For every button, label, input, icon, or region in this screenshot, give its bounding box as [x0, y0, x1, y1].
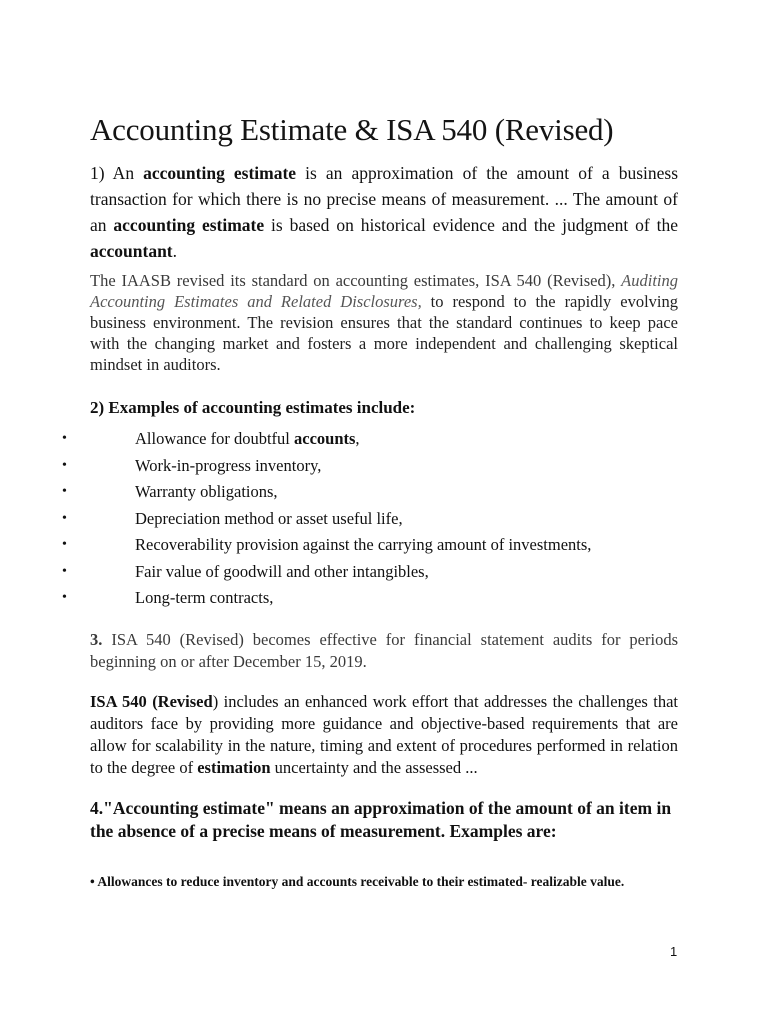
text-span: Allowance for doubtful: [135, 429, 294, 448]
bold-term: accounting estimate: [113, 215, 265, 235]
text-span: Depreciation method or asset useful life,: [135, 508, 403, 528]
bullet-icon: •: [62, 510, 67, 526]
paragraph-effective-date: [90, 629, 678, 673]
text-span: includes an enhanced work effort that addresses the challenges that auditors face by providing more guidance and objective-based requirements that are allow for scalability in the nature, timing and extent of procedures performed in relation to the degree of: [90, 692, 678, 777]
bullet-icon: •: [62, 431, 67, 446]
list-item-text: [135, 561, 429, 583]
bold-term: accounts: [294, 429, 356, 448]
italic-title: Auditing Accounting Estimates and Related Disclosures,: [90, 271, 678, 311]
text-span: Long-term contracts,: [135, 588, 274, 607]
bold-term: estimation: [197, 758, 271, 777]
text-span: to respond to the rapidly evolving business environment. The revision ensures that the standard continues to keep pace with the changing market and fosters a more independent and challenging skeptical mindset in auditors.: [90, 292, 679, 374]
text-span: is an approximation of the amount of a business transaction for which there is no precise means of measurement. ... The amount of an: [90, 163, 679, 235]
text-span: is based on historical evidence and the judgment of the: [264, 215, 678, 235]
list-item-text: [135, 587, 273, 609]
list-item-text: [135, 508, 403, 530]
paragraph-allowances: • Allowances to reduce inventory and accounts receivable to their estimated- realizable value.: [90, 874, 625, 889]
bullet-icon: •: [62, 563, 67, 579]
bullet-icon: •: [62, 457, 67, 473]
text-span: The IAASB revised its standard on accounting estimates, ISA 540 (Revised),: [90, 271, 622, 290]
section-heading-examples: 2) Examples of accounting estimates include:: [90, 398, 416, 417]
text-span: Warranty obligations,: [135, 482, 278, 501]
paragraph-definition: [90, 160, 678, 264]
bullet-icon: •: [62, 590, 67, 605]
bold-term: accounting estimate: [143, 163, 297, 183]
text-span: 1) An: [90, 163, 144, 183]
paragraph-enhanced-effort: [90, 691, 678, 779]
text-span: .: [172, 241, 178, 261]
text-span: ,: [355, 429, 360, 448]
list-item-text: [135, 428, 360, 450]
text-span: uncertainty and the assessed ...: [270, 758, 478, 777]
paragraph-iaasb: [90, 270, 678, 375]
bullet-icon: •: [62, 537, 67, 552]
page-title: Accounting Estimate & ISA 540 (Revised): [90, 112, 614, 147]
bullet-icon: •: [62, 484, 67, 499]
bold-term: ISA 540 (Revised: [90, 692, 213, 711]
list-item-text: [135, 534, 591, 556]
item-number: 3.: [90, 630, 103, 649]
page-number: 1: [670, 944, 678, 959]
list-item-text: [135, 481, 278, 503]
list-item-text: [135, 455, 321, 477]
text-span: Recoverability provision against the carrying amount of investments,: [135, 535, 592, 554]
bold-term: accountant: [90, 241, 173, 261]
text-span: Fair value of goodwill and other intangibles,: [135, 561, 429, 581]
text-span: ): [212, 692, 219, 711]
text-span: Work-in-progress inventory,: [135, 455, 322, 475]
text-span: ISA 540 (Revised) becomes effective for financial statement audits for periods beginning on or after December 15, 2019.: [90, 630, 678, 671]
section-heading-definition: 4."Accounting estimate" means an approximation of the amount of an item in the absence of a precise means of measurement. Examples are:: [90, 798, 672, 841]
